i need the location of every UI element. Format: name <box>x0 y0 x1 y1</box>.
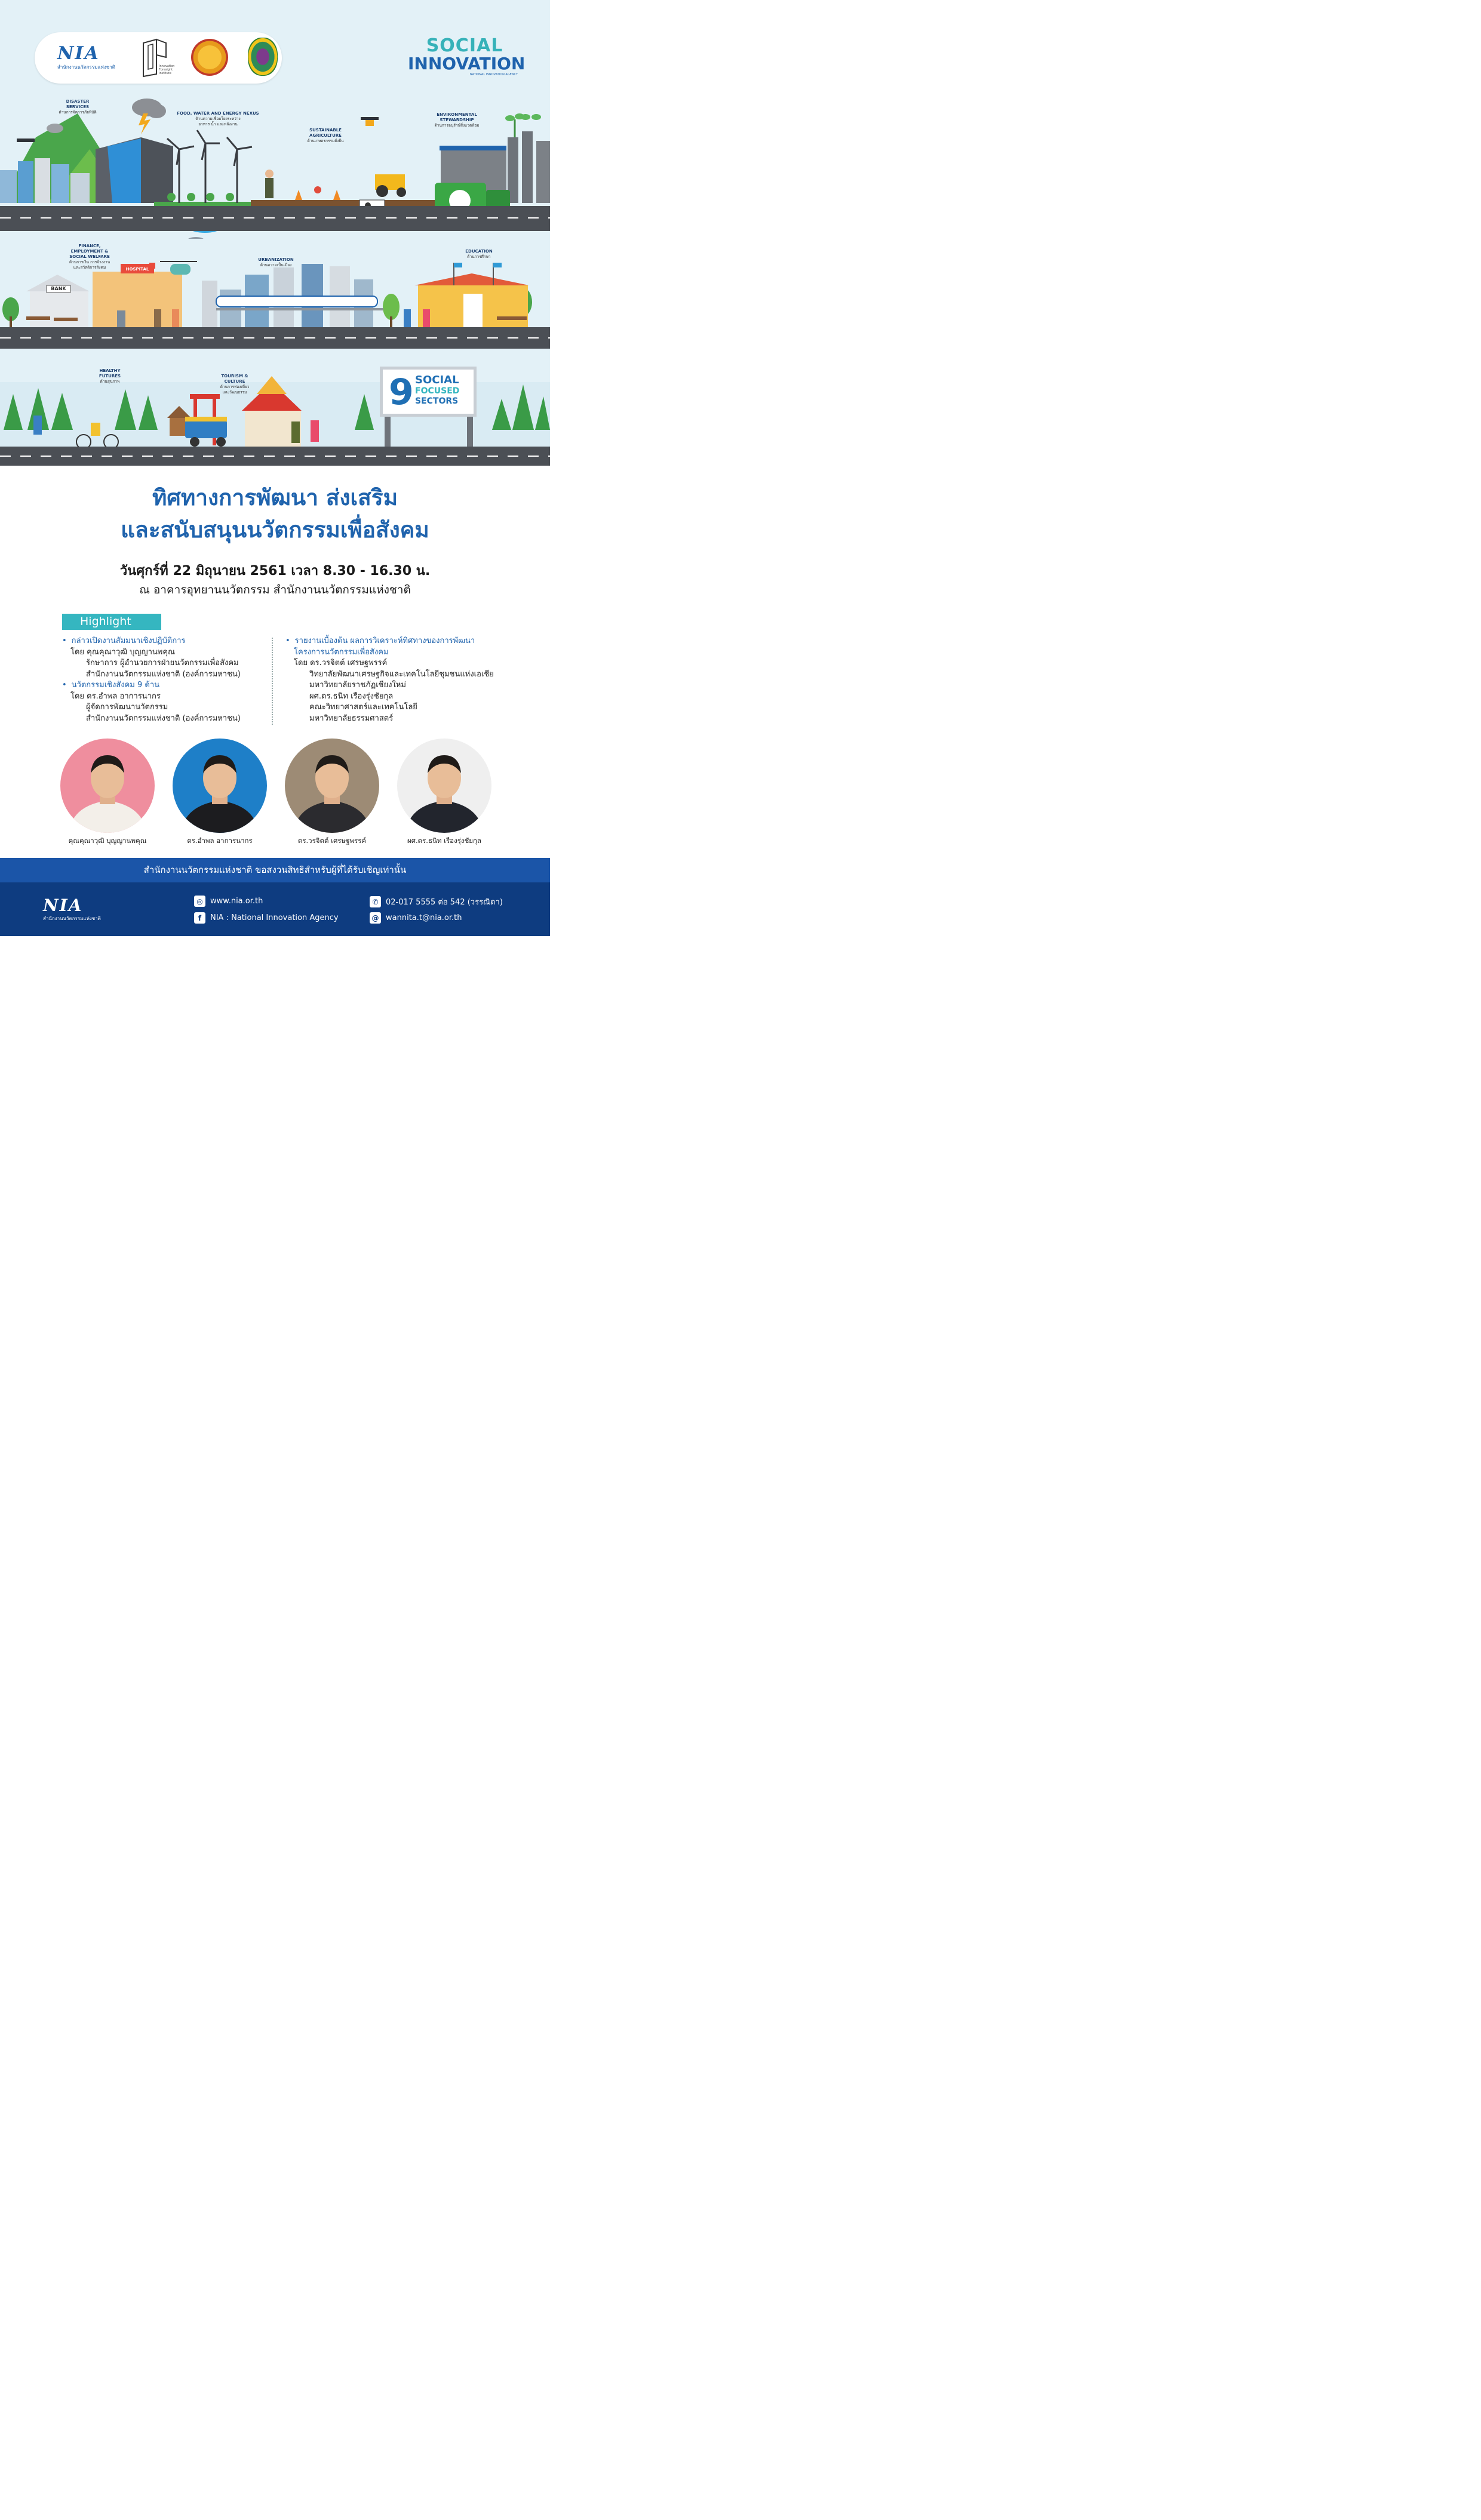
footer-email[interactable]: @ wannita.t@nia.or.th <box>370 912 462 924</box>
speaker-photo <box>60 739 155 833</box>
highlight-topic: • นวัตกรรมเชิงสังคม 9 ด้าน <box>62 680 268 691</box>
billboard: 9 SOCIAL FOCUSED SECTORS <box>380 367 477 417</box>
event-title-line2: และสนับสนุนนวัตกรรมเพื่อสังคม <box>121 517 429 543</box>
highlight-left-column: • กล่าวเปิดงานสัมมนาเชิงปฏิบัติการ โดย คุณคุณาวุฒิ บุญญานพคุณ รักษาการ ผู้อำนวยการฝ่ายนวัตกรรมเพื่อสังคม สำนักงานนวัตกรรมแห่งชาติ (องค์การมหาชน) • นวัตกรรมเชิงสังคม 9 ด้าน โดย ดร.อำพล อาการนากร ผู้จัดการพัฒนานวัตกรรม สำนักงานนวัตกรรมแห่งชาติ (องค์การมหาชน) <box>62 636 268 724</box>
email-icon: @ <box>370 912 381 924</box>
event-title-line1: ทิศทางการพัฒนา ส่งเสริม <box>152 485 398 510</box>
highlight-topic: • กล่าวเปิดงานสัมมนาเชิงปฏิบัติการ <box>62 636 268 647</box>
facebook-icon: f <box>194 912 205 924</box>
label-finance: FINANCE, EMPLOYMENT & SOCIAL WELFARE ด้านการเงิน การจ้างงาน และสวัสดิการสังคม <box>69 244 110 270</box>
invitation-notice: สำนักงานนวัตกรรมแห่งชาติ ขอสงวนสิทธิสำหรับผู้ที่ได้รับเชิญเท่านั้น <box>0 858 550 882</box>
label-food-water-energy: FOOD, WATER AND ENERGY NEXUS ด้านความเชื่อมโยงระหว่าง อาหาร น้ำ และพลังงาน <box>177 111 259 127</box>
highlight-right-column: • รายงานเบื้องต้น ผลการวิเคราะห์ทิศทางของการพัฒนา โครงการนวัตกรรมเพื่อสังคม โดย ดร.วรจิตต์ เศรษฐพรรค์ วิทยาลัยพัฒนาเศรษฐกิจและเทคโนโลยีชุมชนแห่งเอเชีย มหาวิทยาลัยราชภัฏเชียงใหม่ ผศ.ดร.ธนิท เรืองรุ่งชัยกุล คณะวิทยาศาสตร์และเทคโนโลยี มหาวิทยาลัยธรรมศาสตร์ <box>285 636 524 724</box>
footer-phone[interactable]: ✆ 02-017 5555 ต่อ 542 (วรรณิดา) <box>370 896 503 908</box>
label-urbanization: URBANIZATION ด้านความเป็นเมือง <box>258 257 294 267</box>
event-date: วันศุกร์ที่ 22 มิถุนายน 2561 เวลา 8.30 - 16.30 น. <box>119 564 431 579</box>
highlight-tag: Highlight <box>62 614 161 630</box>
bank-sign: BANK <box>51 286 66 291</box>
highlight-topic: • รายงานเบื้องต้น ผลการวิเคราะห์ทิศทางของการพัฒนา <box>285 636 524 647</box>
label-agriculture: SUSTAINABLE AGRICULTURE ด้านเกษตรกรรมยั่งยืน <box>307 128 344 143</box>
hospital-sign: HOSPITAL <box>125 267 149 272</box>
speaker-name: คุณคุณาวุฒิ บุญญานพคุณ <box>68 836 147 845</box>
road-1 <box>0 206 550 231</box>
label-education: EDUCATION ด้านการศึกษา <box>465 249 493 259</box>
infographic-scene <box>0 0 550 466</box>
speaker-photo <box>397 739 491 833</box>
speaker-name: ดร.อำพล อาการนากร <box>187 836 253 845</box>
speaker-name: ผศ.ดร.ธนิท เรืองรุ่งชัยกุล <box>407 836 482 845</box>
event-venue: ณ อาคารอุทยานนวัตกรรม สำนักงานนวัตกรรมแห่งชาติ <box>139 583 411 596</box>
globe-icon: ◎ <box>194 896 205 907</box>
social-innovation-logo: SOCIAL INNOVATION NATIONAL INNOVATION AGENCY <box>408 35 526 76</box>
label-environment: ENVIRONMENTAL STEWARDSHIP ด้านการอนุรักษ์สิ่งแวดล้อม <box>434 112 480 128</box>
speaker-photo <box>285 739 379 833</box>
phone-icon: ✆ <box>370 896 381 907</box>
label-tourism: TOURISM & CULTURE ด้านการท่องเที่ยว และวัฒนธรรม <box>220 374 250 395</box>
ifi-logo: Innovation Foresight Institute <box>141 38 177 78</box>
footer-facebook[interactable]: f NIA : National Innovation Agency <box>194 912 339 924</box>
label-health: HEALTHY FUTURES ด้านสุขภาพ <box>99 368 121 384</box>
footer-website[interactable]: ◎ www.nia.or.th <box>194 896 263 907</box>
column-divider <box>272 638 273 725</box>
footer <box>0 882 550 936</box>
nia-logo: NIA สำนักงานนวัตกรรมแห่งชาติ <box>57 43 115 70</box>
footer-nia-logo: NIA สำนักงานนวัตกรรมแห่งชาติ <box>43 896 101 921</box>
label-disaster: DISASTER SERVICES ด้านการจัดการภัยพิบัติ <box>59 99 97 115</box>
speaker-photo <box>173 739 267 833</box>
speaker-name: ดร.วรจิตต์ เศรษฐพรรค์ <box>297 836 367 845</box>
